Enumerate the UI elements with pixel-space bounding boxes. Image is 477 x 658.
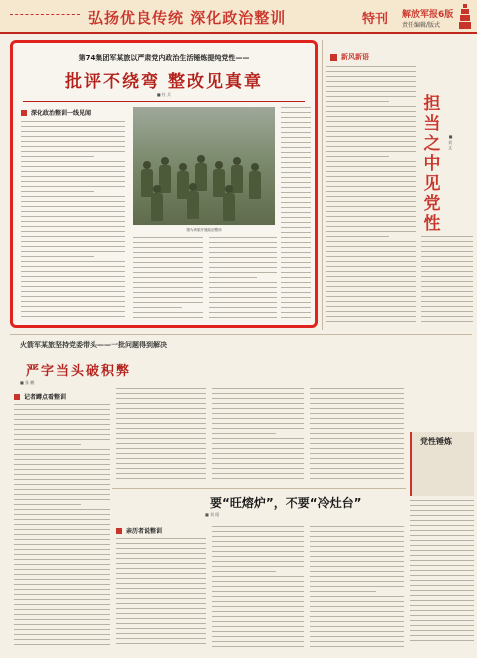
square-bullet-icon bbox=[116, 528, 122, 534]
right-column-tag bbox=[330, 52, 369, 62]
photo-caption: 图为该旅开展政治整训 bbox=[186, 228, 222, 232]
article-kicker: 第74集团军某旅以严肃党内政治生活锤炼提纯党性—— bbox=[78, 54, 250, 62]
bottom-headline: 要“旺熔炉”，不要“冷灶台” bbox=[210, 496, 362, 510]
right-column-text-2 bbox=[421, 236, 473, 328]
middle-column-3 bbox=[212, 388, 304, 486]
middle-headline: 严字当头破积弊 bbox=[26, 364, 132, 379]
article-byline: ■ 杜 兵 bbox=[156, 92, 172, 97]
column-divider bbox=[322, 40, 323, 330]
side-box-text bbox=[410, 500, 474, 650]
section-divider bbox=[10, 334, 472, 335]
section-label-text: 深化政治整训一线见闻 bbox=[31, 110, 92, 117]
side-box-title: 党性锤炼 bbox=[420, 437, 452, 446]
side-box bbox=[410, 432, 474, 496]
right-column-tag-text: 新风新语 bbox=[341, 53, 369, 61]
middle-byline: ■ 张 鹏 bbox=[20, 380, 35, 385]
pagoda-icon bbox=[457, 2, 473, 30]
page-number: 6版 bbox=[438, 10, 454, 20]
bottom-column-1 bbox=[116, 538, 206, 652]
newspaper-masthead: 解放军报 bbox=[402, 10, 439, 20]
right-column-author: ■ 刘 文 bbox=[448, 134, 453, 150]
section-label bbox=[21, 108, 91, 117]
article-column-3 bbox=[209, 237, 277, 323]
middle-column-4 bbox=[310, 388, 404, 486]
bottom-divider bbox=[112, 488, 406, 489]
square-bullet-icon bbox=[330, 54, 337, 61]
middle-column-2 bbox=[116, 388, 206, 486]
banner-slogan: 弘扬优良传统 深化政治整训 bbox=[88, 9, 287, 27]
banner-divider bbox=[10, 14, 80, 15]
bottom-byline: ■ 刘 阳 bbox=[205, 512, 220, 517]
bottom-section-label-text: 亲历者说整训 bbox=[126, 528, 163, 535]
article-column-2 bbox=[133, 237, 203, 323]
middle-column-1 bbox=[14, 404, 110, 652]
page-banner bbox=[0, 0, 477, 34]
article-photo bbox=[133, 107, 275, 225]
article-column-4 bbox=[281, 107, 311, 323]
banner-special-label: 特刊 bbox=[362, 12, 389, 27]
headline-rule bbox=[23, 101, 305, 102]
right-column-vertical-title: 担当之中见党性 bbox=[423, 94, 441, 234]
article-headline: 批评不绕弯 整改见真章 bbox=[65, 72, 263, 92]
article-column-1 bbox=[21, 121, 125, 321]
middle-section-label-text: 记者蹲点看整训 bbox=[24, 394, 67, 401]
bottom-section-label bbox=[116, 526, 162, 535]
right-column-text bbox=[326, 66, 416, 328]
square-bullet-icon bbox=[14, 394, 20, 400]
banner-subline: 责任编辑/版式 bbox=[402, 22, 441, 29]
middle-section-label bbox=[14, 392, 66, 401]
bottom-column-2 bbox=[212, 526, 304, 652]
square-bullet-icon bbox=[21, 110, 27, 116]
featured-article[interactable] bbox=[10, 40, 318, 328]
middle-kicker: 火箭军某旅坚持党委带头——一批问题得到解决 bbox=[20, 340, 167, 349]
bottom-column-3 bbox=[310, 526, 404, 652]
